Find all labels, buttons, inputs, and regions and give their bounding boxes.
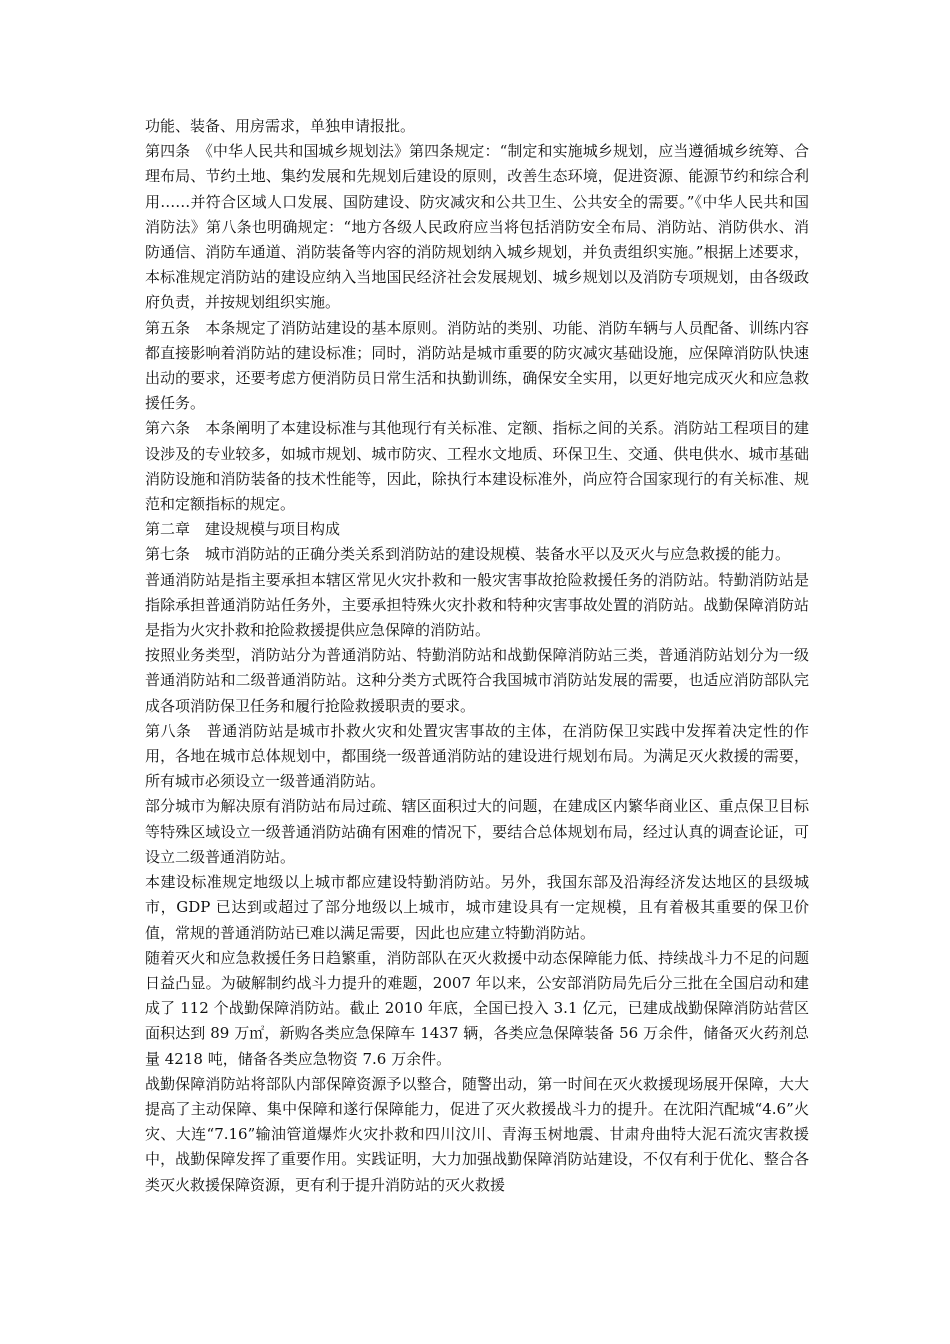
paragraph-logistics-stations-stats: 随着灭火和应急救援任务日趋繁重，消防部队在灭火救援中动态保障能力低、持续战斗力不足的问题日益凸显。为破解制约战斗力提升的难题，2007 年以来，公安部消防局先后分三批在全国启动和建成了 112 个战勤保障消防站。截止 2010 年底，全国已投入 3.1 亿元，已建成战勤保障消防站营区面积达到 89 万㎡，新购各类应急保障车 1437 辆，各类应急保障装备 56 万余件，储备灭火药剂总量 4218 吨，储备各类应急物资 7.6 万余件。 [145,948,809,1068]
document-page [145,114,809,1198]
paragraph-station-definitions: 普通消防站是指主要承担本辖区常见火灾扑救和一般灾害事故抢险救援任务的消防站。特勤消防站是指除承担普通消防站任务外，主要承担特殊火灾扑救和特种灾害事故处置的消防站。战勤保障消防站是指为火灾扑救和抢险救援提供应急保障的消防站。 [145,570,809,640]
paragraph-article-5: 第五条 本条规定了消防站建设的基本原则。消防站的类别、功能、消防车辆与人员配备、训练内容都直接影响着消防站的建设标准；同时，消防站是城市重要的防灾减灾基础设施，应保障消防队快速出动的要求，还要考虑方便消防员日常生活和执勤训练，确保安全实用，以更好地完成灭火和应急救援任务。 [145,318,809,413]
paragraph-article-8: 第八条 普通消防站是城市扑救火灾和处置灾害事故的主体，在消防保卫实践中发挥着决定性的作用，各地在城市总体规划中，都围绕一级普通消防站的建设进行规划布局。为满足灭火救援的需要，所有城市必须设立一级普通消防站。 [145,721,809,791]
paragraph-continuation: 功能、装备、用房需求，单独申请报批。 [145,117,416,135]
paragraph-article-6: 第六条 本条阐明了本建设标准与其他现行有关标准、定额、指标之间的关系。消防站工程项目的建设涉及的专业较多，如城市规划、城市防灾、工程水文地质、环保卫生、交通、供电供水、城市基础消防设施和消防装备的技术性能等，因此，除执行本建设标准外，尚应符合国家现行的有关标准、规范和定额指标的规定。 [145,419,809,514]
paragraph-station-classification: 按照业务类型，消防站分为普通消防站、特勤消防站和战勤保障消防站三类，普通消防站划分为一级普通消防站和二级普通消防站。这种分类方式既符合我国城市消防站发展的需要，也适应消防部队完成各项消防保卫任务和履行抢险救援职责的要求。 [145,646,809,715]
paragraph-logistics-stations-role: 战勤保障消防站将部队内部保障资源予以整合，随警出动，第一时间在灭火救援现场展开保障，大大提高了主动保障、集中保障和遂行保障能力，促进了灭火救援战斗力的提升。在沈阳汽配城“4.6”火灾、大连“7.16”输油管道爆炸火灾扑救和四川汶川、青海玉树地震、甘肃舟曲特大泥石流灾害救援中，战勤保障发挥了重要作用。实践证明，大力加强战勤保障消防站建设，不仅有利于优化、整合各类灭火救援保障资源，更有利于提升消防站的灭火救援 [145,1074,809,1194]
paragraph-special-service-stations: 本建设标准规定地级以上城市都应建设特勤消防站。另外，我国东部及沿海经济发达地区的县级城市，GDP 已达到或超过了部分地级以上城市，城市建设具有一定规模，且有着极其重要的保卫价值，常规的普通消防站已难以满足需要，因此也应建立特勤消防站。 [145,873,809,942]
chapter-heading: 第二章 建设规模与项目构成 [145,520,341,539]
paragraph-article-7: 第七条 城市消防站的正确分类关系到消防站的建设规模、装备水平以及灭火与应急救援的能力。 [145,545,791,564]
paragraph-article-4: 第四条 《中华人民共和国城乡规划法》第四条规定：“制定和实施城乡规划，应当遵循城乡统筹、合理布局、节约土地、集约发展和先规划后建设的原则，改善生态环境，促进资源、能源节约和综合利用……并符合区域人口发展、国防建设、防灾减灾和公共卫生、公共安全的需要。”《中华人民共和国消防法》第八条也明确规定：“地方各级人民政府应当将包括消防安全布局、消防站、消防供水、消防通信、消防车通道、消防装备等内容的消防规划纳入城乡规划，并负责组织实施。”根据上述要求，本标准规定消防站的建设应纳入当地国民经济社会发展规划、城乡规划以及消防专项规划，由各级政府负责，并按规划组织实施。 [145,142,809,312]
paragraph-second-class-stations: 部分城市为解决原有消防站布局过疏、辖区面积过大的问题，在建成区内繁华商业区、重点保卫目标等特殊区域设立一级普通消防站确有困难的情况下，要结合总体规划布局，经过认真的调查论证，可设立二级普通消防站。 [145,797,809,866]
